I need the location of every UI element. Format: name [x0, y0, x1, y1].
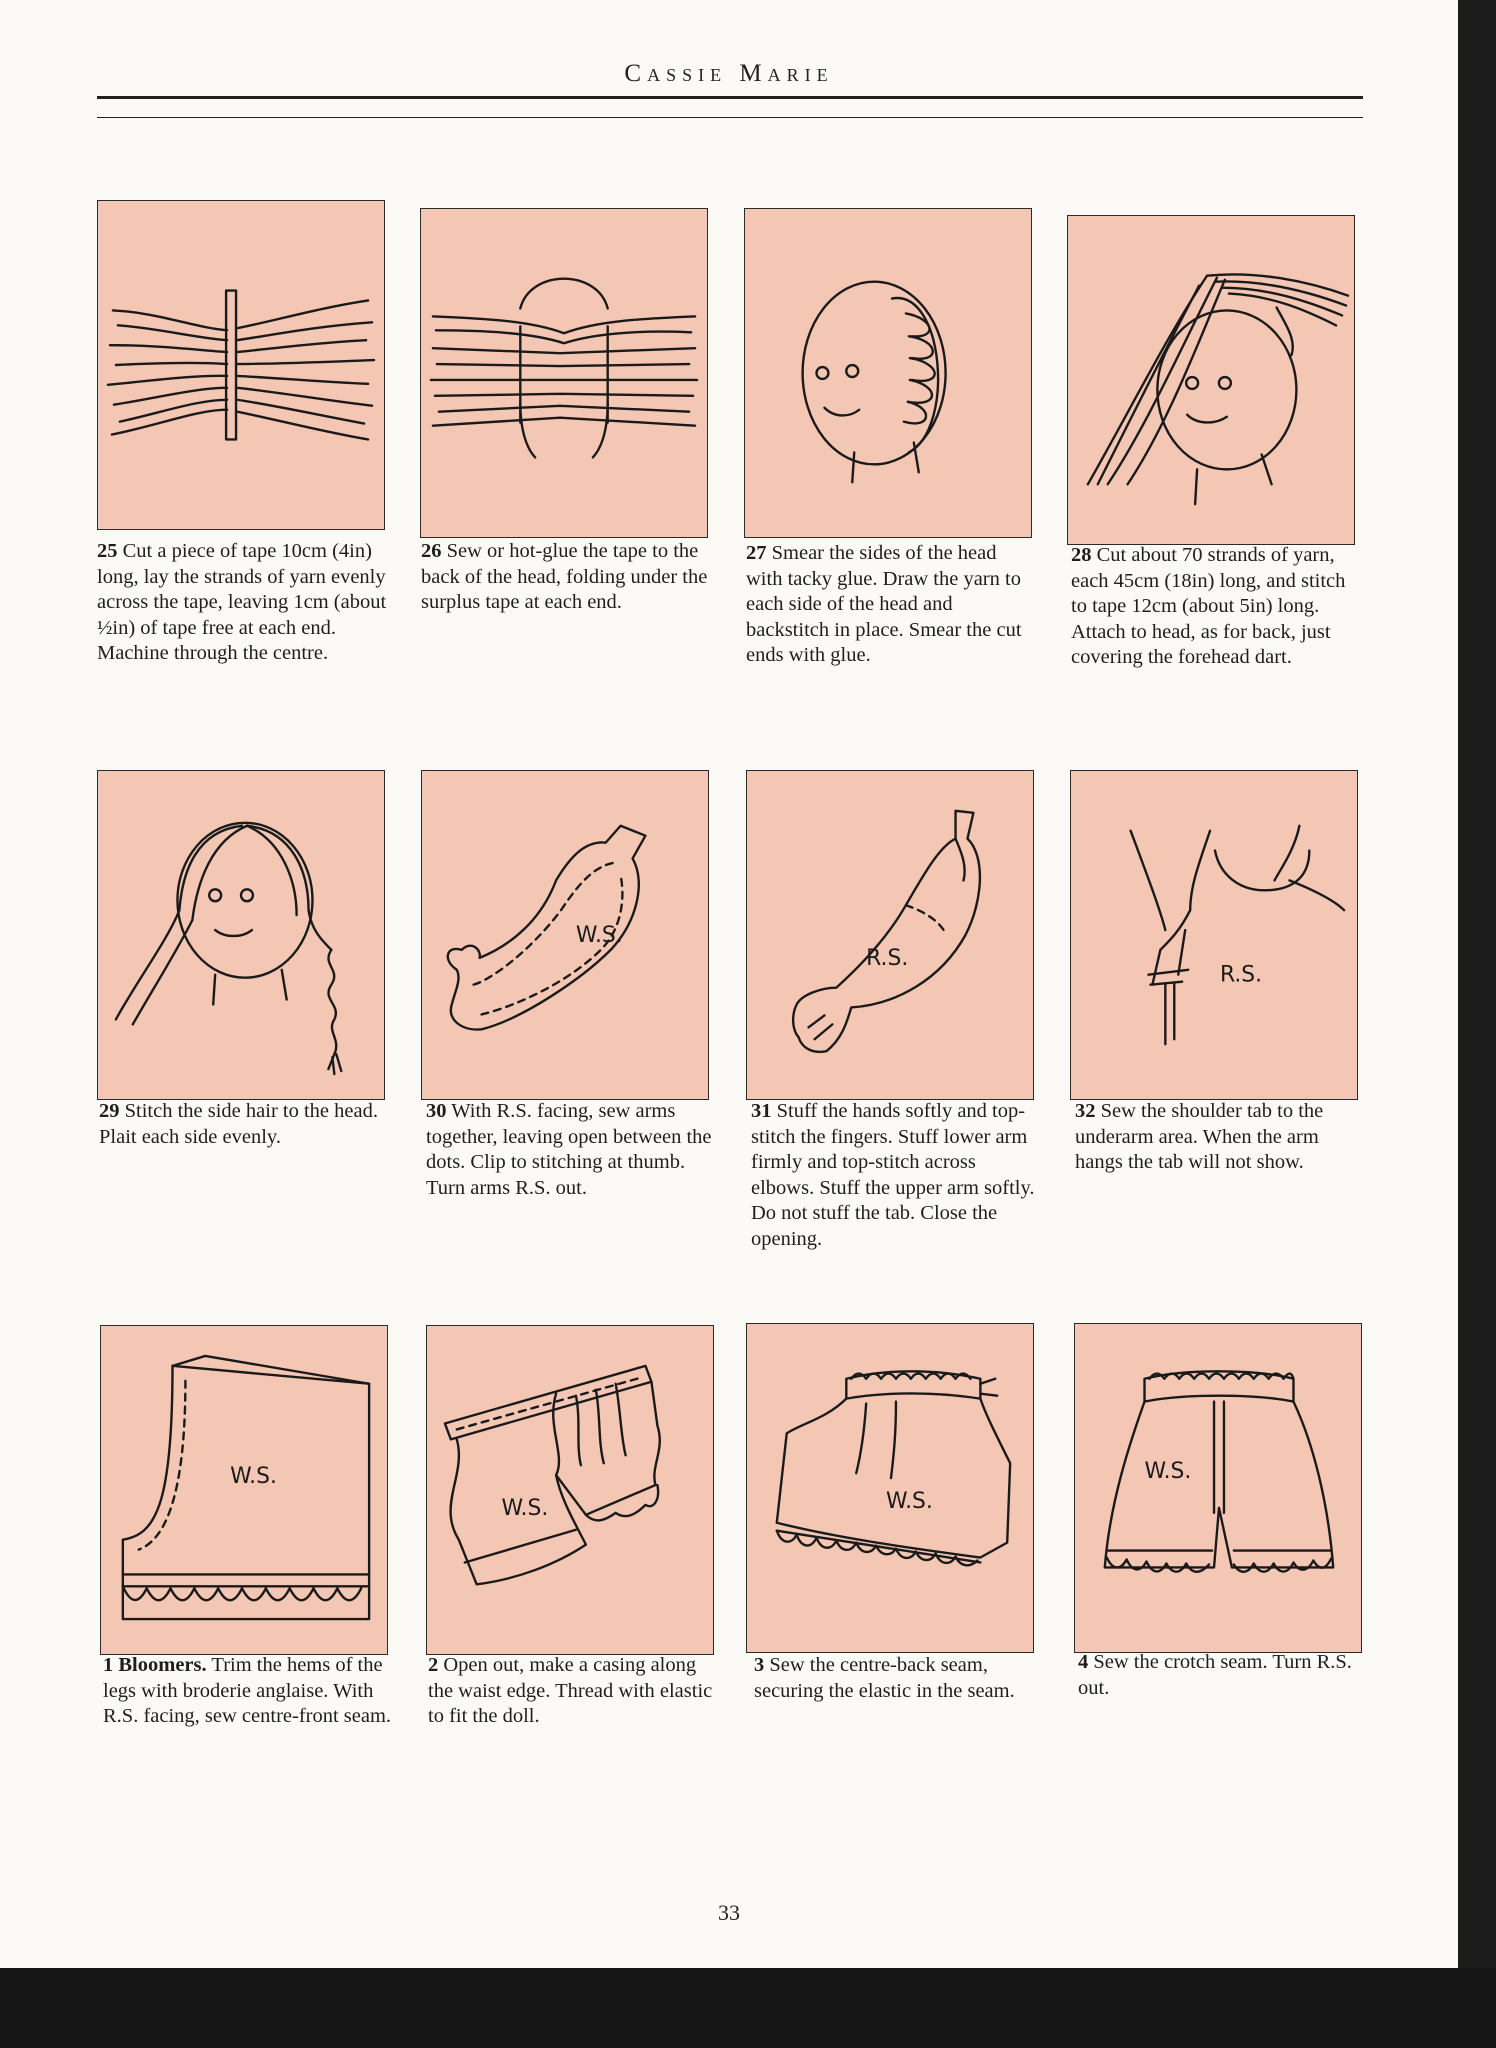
illustration-step-29 [97, 770, 385, 1100]
illustration-step-2 [426, 1325, 714, 1655]
hair-glued-to-head-sides-drawing [745, 209, 1031, 537]
arm-pieces-sewn-drawing [422, 771, 708, 1099]
bloomers-back-seam-drawing [747, 1324, 1033, 1652]
shoulder-tab-drawing [1071, 771, 1357, 1099]
caption-step-28: 28 Cut about 70 strands of yarn, each 45cm (18in) long, and stitch to tape 12cm (about 5in) long. Attach to head, as for back, just covering the forehead dart. [1071, 544, 1346, 668]
illustration-step-25 [97, 200, 385, 530]
scan-edge-right [1458, 0, 1496, 2048]
caption-step-4: 4 Sew the crotch seam. Turn R.S. out. [1078, 1651, 1352, 1699]
illustration-step-28 [1067, 215, 1355, 545]
rs-label: R.S. [866, 945, 909, 971]
caption-step-30: 30 With R.S. facing, sew arms together, leaving open between the dots. Clip to stitching at thumb. Turn arms R.S. out. [426, 1100, 712, 1199]
caption-step-1: 1 Bloomers. Trim the hems of the legs with broderie anglaise. With R.S. facing, sew centre-front seam. [103, 1654, 392, 1727]
rs-label-2: R.S. [1219, 962, 1263, 988]
illustration-step-1 [100, 1325, 388, 1655]
illustration-step-3 [746, 1323, 1034, 1653]
bloomers-opened-with-casing-drawing [427, 1326, 713, 1654]
caption-step-2: 2 Open out, make a casing along the waist edge. Thread with elastic to fit the doll. [428, 1654, 713, 1727]
scan-edge-bottom [0, 1968, 1496, 2048]
bloomers-crotch-seam-drawing [1075, 1324, 1361, 1652]
illustration-step-31 [746, 770, 1034, 1100]
running-header: Cassie Marie [624, 60, 834, 87]
caption-step-3: 3 Sew the centre-back seam, securing the elastic in the seam. [754, 1654, 1015, 1702]
caption-step-31: 31 Stuff the hands softly and top-stitch the fingers. Stuff lower arm firmly and top-stitch across elbows. Stuff the upper arm softly. Do not stuff the tab. Close the opening. [751, 1100, 1035, 1250]
header-rule-thick [97, 96, 1363, 99]
caption-step-32: 32 Sew the shoulder tab to the underarm area. When the arm hangs the tab will not show. [1075, 1100, 1324, 1173]
fringe-hair-attached-drawing [1068, 216, 1354, 544]
illustration-step-26 [420, 208, 708, 538]
illustration-step-4 [1074, 1323, 1362, 1653]
bloomers-piece-drawing [101, 1326, 387, 1654]
ws-label-b3: W.S. [886, 1488, 933, 1514]
stuffed-arm-drawing [747, 771, 1033, 1099]
plaited-side-hair-drawing [98, 771, 384, 1099]
ws-label: W.S. [575, 922, 623, 948]
ws-label-b4: W.S. [1144, 1459, 1192, 1485]
ws-label-b2: W.S. [501, 1495, 549, 1521]
caption-step-25: 25 Cut a piece of tape 10cm (4in) long, lay the strands of yarn evenly across the tape, leaving 1cm (about ½in) of tape free at each end. Machine through the centre. [97, 540, 387, 664]
caption-step-29: 29 Stitch the side hair to the head. Plait each side evenly. [99, 1100, 378, 1148]
page-number: 33 [718, 1900, 740, 1925]
caption-step-26: 26 Sew or hot-glue the tape to the back of the head, folding under the surplus tape at each end. [421, 540, 708, 613]
illustration-step-32 [1070, 770, 1358, 1100]
hair-strands-on-tape-drawing [98, 201, 384, 529]
illustration-step-27 [744, 208, 1032, 538]
header-rule-thin [97, 117, 1363, 118]
illustration-step-30 [421, 770, 709, 1100]
ws-label-b1: W.S. [230, 1464, 277, 1490]
hair-on-back-of-head-drawing [421, 209, 707, 537]
caption-step-27: 27 Smear the sides of the head with tacky glue. Draw the yarn to each side of the head and backstitch in place. Smear the cut ends with glue. [746, 542, 1022, 666]
